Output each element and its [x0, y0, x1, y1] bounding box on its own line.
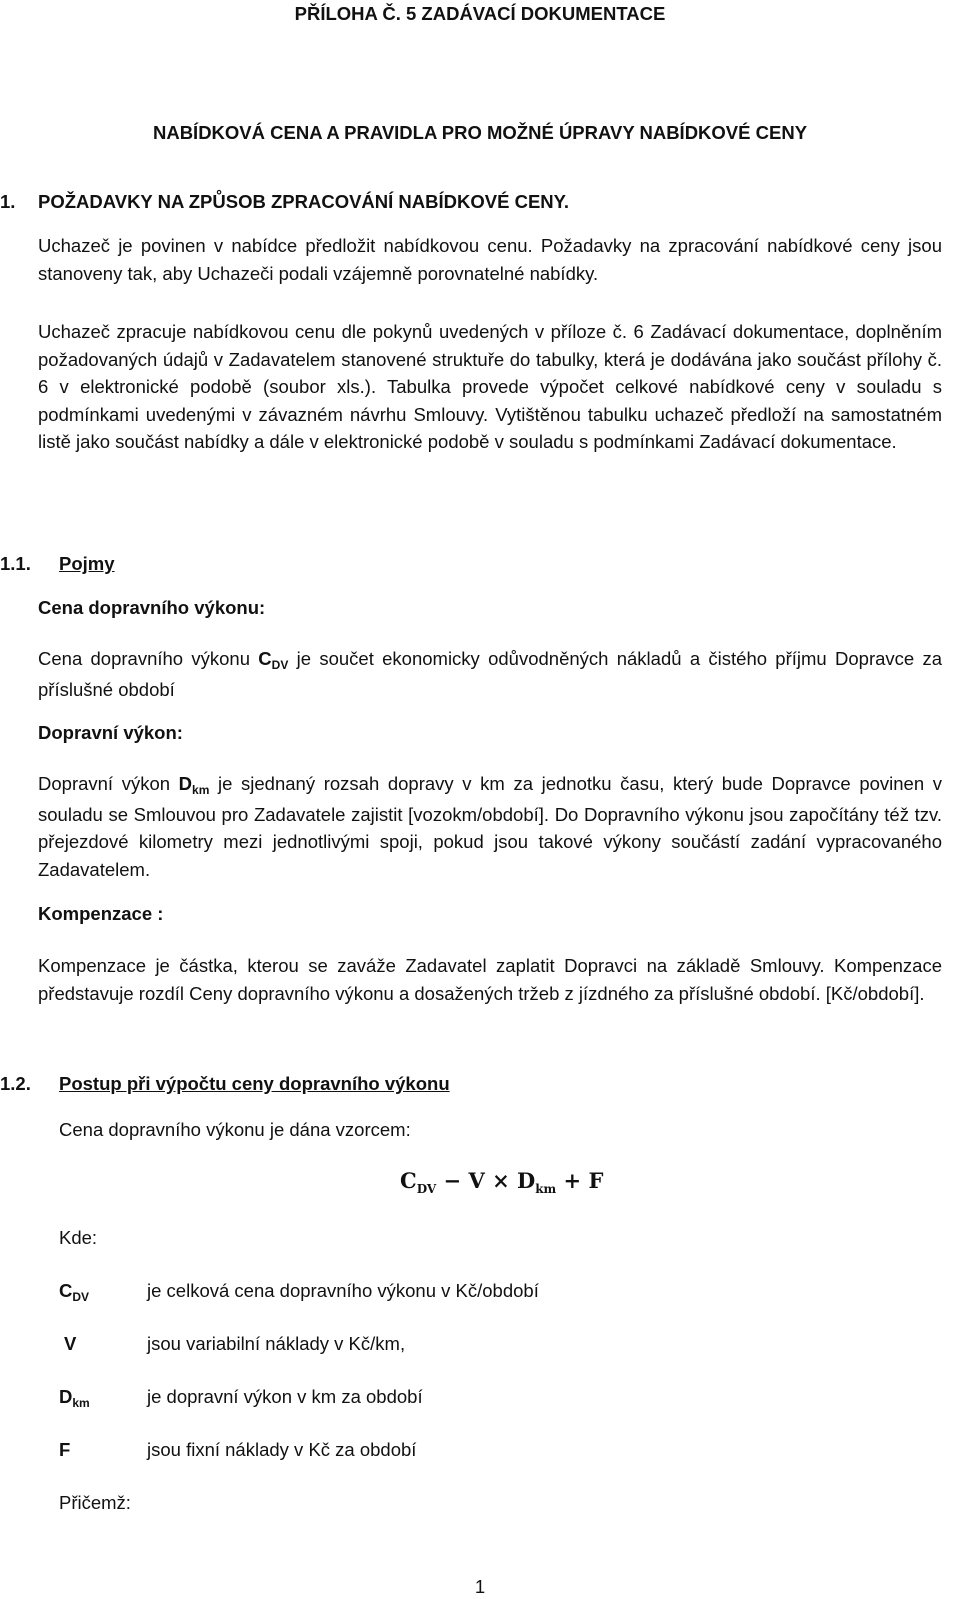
def-symbol-c-dv: $C_{DV}$	[59, 1280, 90, 1304]
formula-intro: Cena dopravního výkonu je dána vzorcem:	[59, 1119, 411, 1140]
def-text-c-dv: je celková cena dopravního výkonu v Kč/období	[147, 1280, 539, 1301]
section-1-paragraph-1: Uchazeč je povinen v nabídce předložit nabídkovou cenu. Požadavky na zpracování nabídkové ceny jsou stanoveny tak, aby Uchazeči podali vzájemně porovnatelné nabídky.	[38, 235, 942, 284]
def-text-f: jsou fixní náklady v Kč za období	[147, 1439, 417, 1460]
section-1-number: 1.	[0, 191, 16, 212]
section-1-2-number: 1.2.	[0, 1073, 31, 1094]
term-vykon-heading: Dopravní výkon:	[38, 722, 183, 743]
section-1-1-title: Pojmy	[59, 553, 115, 574]
def-text-v: jsou variabilní náklady v Kč/km,	[147, 1333, 406, 1354]
term-kompenzace-definition: Kompenzace je částka, kterou se zaváže Zadavatel zaplatit Dopravci na základě Smlouvy. Kompenzace představuje rozdíl Ceny dopravního výkonu a dosažených tržeb z jízdného za příslušné období. [Kč/období].	[38, 955, 942, 1004]
term-cena-heading: Cena dopravního výkonu:	[38, 597, 266, 618]
term-vykon-definition: Dopravní výkon $D_{km}$ je sjednaný rozsah dopravy v km za jednotku času, který bude Dopravce povinen v souladu se Smlouvou pro Zadavatele zajistit [vozokm/období]. Do Dopravního výkonu jsou započítány též tzv. přejezdové kilometry mezi jednotlivými spoji, pokud jsou takové výkony součástí zadání vypracovaného Zadavatelem.	[38, 773, 942, 880]
def-symbol-d-km: $D_{km}$	[59, 1386, 90, 1410]
section-1-paragraph-2: Uchazeč zpracuje nabídkovou cenu dle pokynů uvedených v příloze č. 6 Zadávací dokumentace, doplněním požadovaných údajů v Zadavatelem stanovené struktuře do tabulky, která je dodávána jako součást přílohy č. 6 v elektronické podobě (soubor xls.). Tabulka provede výpočet celkové nabídkové ceny v souladu s podmínkami uvedenými v závazném návrhu Smlouvy. Vytištěnou tabulku uchazeč předloží na samostatném listě jako součást nabídky a dále v elektronické podobě v souladu s podmínkami Zadávací dokumentace.	[38, 321, 942, 452]
page-header-title: PŘÍLOHA Č. 5 ZADÁVACÍ DOKUMENTACE	[294, 3, 666, 24]
section-1-1-number: 1.1.	[0, 553, 31, 574]
section-1-title: POŽADAVKY NA ZPŮSOB ZPRACOVÁNÍ NABÍDKOVÉ CENY.	[38, 191, 570, 212]
page-number: 1	[474, 1576, 486, 1597]
def-text-d-km: je dopravní výkon v km za období	[147, 1386, 423, 1407]
term-cena-definition: Cena dopravního výkonu $C_{DV}$ je součet ekonomicky odůvodněných nákladů a čistého příjmu Dopravce za příslušné období	[38, 648, 943, 700]
formula: $C_{DV} - V \times D_{km} + F$	[400, 1168, 604, 1196]
whereby-label: Přičemž:	[59, 1492, 131, 1513]
term-kompenzace-heading: Kompenzace :	[38, 903, 164, 924]
def-symbol-v: V	[64, 1333, 77, 1354]
document-title: NABÍDKOVÁ CENA A PRAVIDLA PRO MOŽNÉ ÚPRAVY NABÍDKOVÉ CENY	[152, 122, 808, 143]
symbol-c-dv: $C_{DV}$	[258, 648, 289, 672]
def-symbol-f: F	[59, 1439, 71, 1460]
symbol-d-km: $D_{km}$	[178, 773, 210, 797]
section-1-2-title: Postup při výpočtu ceny dopravního výkonu	[59, 1073, 450, 1094]
where-label: Kde:	[59, 1227, 98, 1248]
